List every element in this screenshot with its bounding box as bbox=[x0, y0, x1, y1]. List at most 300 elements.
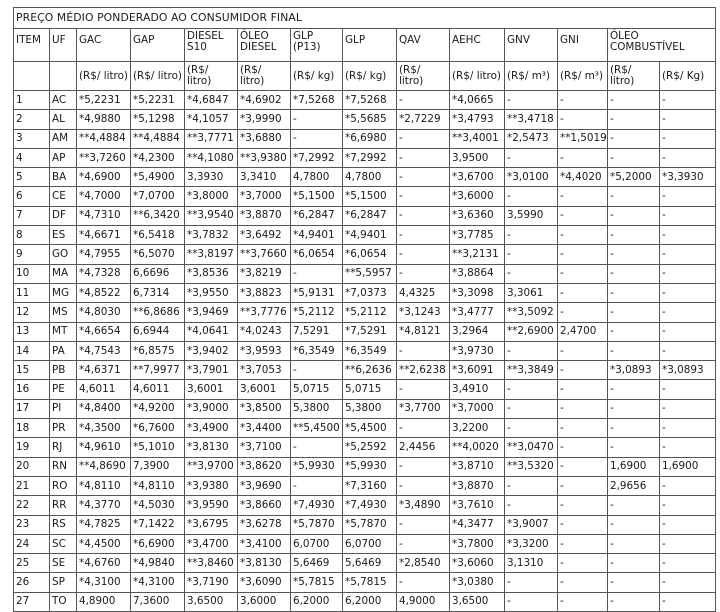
price-table bbox=[13, 7, 716, 612]
table-cell: - bbox=[660, 554, 716, 573]
table-cell: 4,4325 bbox=[397, 283, 450, 302]
table-cell: *3,8130 bbox=[185, 438, 238, 457]
header-qav: QAV bbox=[397, 29, 450, 62]
table-cell: *7,2992 bbox=[291, 148, 343, 167]
table-cell: - bbox=[558, 496, 608, 515]
table-cell: *6,0654 bbox=[343, 245, 397, 264]
table-cell: *3,6795 bbox=[185, 515, 238, 534]
table-cell: *5,9930 bbox=[291, 457, 343, 476]
table-cell: 23 bbox=[14, 515, 50, 534]
unit-cell: (R$/ kg) bbox=[343, 62, 397, 91]
table-cell: - bbox=[660, 592, 716, 611]
table-cell: - bbox=[608, 419, 660, 438]
header-item: ITEM bbox=[14, 29, 50, 62]
table-cell: *4,2300 bbox=[131, 148, 185, 167]
table-cell: 5,6469 bbox=[291, 554, 343, 573]
table-cell: *3,7785 bbox=[450, 226, 505, 245]
table-cell: - bbox=[558, 573, 608, 592]
table-cell: - bbox=[505, 592, 558, 611]
table-cell: *3,9990 bbox=[238, 110, 291, 129]
table-title: PREÇO MÉDIO PONDERADO AO CONSUMIDOR FINAL bbox=[14, 8, 716, 29]
table-cell: *3,7700 bbox=[397, 399, 450, 418]
table-cell: - bbox=[397, 226, 450, 245]
table-cell: - bbox=[291, 129, 343, 148]
table-cell: - bbox=[608, 264, 660, 283]
table-cell: *3,8660 bbox=[238, 496, 291, 515]
table-cell: *4,7955 bbox=[77, 245, 131, 264]
header-uf: UF bbox=[50, 29, 77, 62]
table-cell: - bbox=[558, 341, 608, 360]
table-cell: - bbox=[608, 399, 660, 418]
table-cell: *4,8030 bbox=[77, 303, 131, 322]
table-cell: 22 bbox=[14, 496, 50, 515]
table-cell: *3,3098 bbox=[450, 283, 505, 302]
header-gap: GAP bbox=[131, 29, 185, 62]
table-cell: - bbox=[558, 303, 608, 322]
table-cell: ES bbox=[50, 226, 77, 245]
table-cell: *2,5473 bbox=[505, 129, 558, 148]
table-cell: *3,6060 bbox=[450, 554, 505, 573]
table-cell: - bbox=[558, 187, 608, 206]
table-cell: *7,5268 bbox=[291, 91, 343, 110]
table-cell: - bbox=[558, 457, 608, 476]
table-cell: *4,9200 bbox=[131, 399, 185, 418]
table-cell: *4,6654 bbox=[77, 322, 131, 341]
table-cell: 26 bbox=[14, 573, 50, 592]
unit-cell: (R$/ litro) bbox=[238, 62, 291, 91]
table-cell: **5,5957 bbox=[343, 264, 397, 283]
table-cell: *5,7815 bbox=[343, 573, 397, 592]
table-cell: - bbox=[608, 515, 660, 534]
table-row bbox=[14, 476, 716, 495]
table-cell: 6 bbox=[14, 187, 50, 206]
table-cell: - bbox=[608, 341, 660, 360]
table-cell: **7,9977 bbox=[131, 361, 185, 380]
table-cell: *4,6902 bbox=[238, 91, 291, 110]
table-cell: *4,3500 bbox=[77, 419, 131, 438]
table-cell: *3,8870 bbox=[238, 206, 291, 225]
table-cell: **6,8686 bbox=[131, 303, 185, 322]
table-cell: RJ bbox=[50, 438, 77, 457]
table-cell: - bbox=[505, 91, 558, 110]
table-cell: - bbox=[660, 515, 716, 534]
table-cell: *4,1057 bbox=[185, 110, 238, 129]
unit-cell: (R$/ litro) bbox=[450, 62, 505, 91]
table-cell: *3,4777 bbox=[450, 303, 505, 322]
table-cell: *4,6671 bbox=[77, 226, 131, 245]
table-cell: BA bbox=[50, 168, 77, 187]
table-cell: *3,6700 bbox=[450, 168, 505, 187]
table-cell: - bbox=[660, 534, 716, 553]
table-cell: **3,2131 bbox=[450, 245, 505, 264]
units-row bbox=[14, 62, 716, 91]
table-cell: *3,7190 bbox=[185, 573, 238, 592]
table-cell: AP bbox=[50, 148, 77, 167]
table-row bbox=[14, 515, 716, 534]
table-cell: **3,9700 bbox=[185, 457, 238, 476]
table-cell: - bbox=[558, 245, 608, 264]
table-cell: *3,6492 bbox=[238, 226, 291, 245]
table-cell: *4,9610 bbox=[77, 438, 131, 457]
table-cell: *3,9730 bbox=[450, 341, 505, 360]
table-cell: - bbox=[608, 91, 660, 110]
header-aehc: AEHC bbox=[450, 29, 505, 62]
table-cell: RR bbox=[50, 496, 77, 515]
table-cell: *7,2992 bbox=[343, 148, 397, 167]
table-cell: *4,3770 bbox=[77, 496, 131, 515]
table-cell: *3,6278 bbox=[238, 515, 291, 534]
table-cell: *3,7053 bbox=[238, 361, 291, 380]
table-cell: *4,0665 bbox=[450, 91, 505, 110]
table-cell: **3,7771 bbox=[185, 129, 238, 148]
table-cell: *4,8522 bbox=[77, 283, 131, 302]
unit-cell: (R$/ m³) bbox=[505, 62, 558, 91]
table-cell: *5,2000 bbox=[608, 168, 660, 187]
table-cell: 3,3061 bbox=[505, 283, 558, 302]
table-row bbox=[14, 496, 716, 515]
table-cell: 5,0715 bbox=[343, 380, 397, 399]
table-cell: **3,8197 bbox=[185, 245, 238, 264]
table-cell: **3,4718 bbox=[505, 110, 558, 129]
table-cell: - bbox=[558, 264, 608, 283]
table-cell: 3,2964 bbox=[450, 322, 505, 341]
table-cell: *7,0373 bbox=[343, 283, 397, 302]
table-row bbox=[14, 91, 716, 110]
header-gni: GNI bbox=[558, 29, 608, 62]
table-cell: - bbox=[660, 380, 716, 399]
table-cell: - bbox=[660, 496, 716, 515]
table-cell: SP bbox=[50, 573, 77, 592]
table-cell: *3,9469 bbox=[185, 303, 238, 322]
table-cell: *4,5030 bbox=[131, 496, 185, 515]
table-cell: - bbox=[608, 303, 660, 322]
table-cell: *3,0380 bbox=[450, 573, 505, 592]
table-cell: *5,2231 bbox=[77, 91, 131, 110]
table-cell: MS bbox=[50, 303, 77, 322]
table-cell: - bbox=[608, 534, 660, 553]
table-cell: *4,4500 bbox=[77, 534, 131, 553]
table-cell: *6,2847 bbox=[291, 206, 343, 225]
table-cell: - bbox=[660, 110, 716, 129]
table-cell: *3,8130 bbox=[238, 554, 291, 573]
table-cell: 24 bbox=[14, 534, 50, 553]
table-cell: - bbox=[397, 91, 450, 110]
table-cell: - bbox=[291, 438, 343, 457]
table-cell: *3,8620 bbox=[238, 457, 291, 476]
table-cell: - bbox=[660, 322, 716, 341]
table-cell: - bbox=[608, 554, 660, 573]
table-cell: *5,7870 bbox=[291, 515, 343, 534]
table-cell: *4,0641 bbox=[185, 322, 238, 341]
table-cell: AM bbox=[50, 129, 77, 148]
table-cell: - bbox=[660, 399, 716, 418]
table-body bbox=[14, 91, 716, 612]
table-cell: *4,3100 bbox=[77, 573, 131, 592]
table-cell: *7,0700 bbox=[131, 187, 185, 206]
table-cell: *3,6090 bbox=[238, 573, 291, 592]
table-row bbox=[14, 110, 716, 129]
table-cell: - bbox=[660, 573, 716, 592]
table-row bbox=[14, 206, 716, 225]
table-row bbox=[14, 361, 716, 380]
table-cell: - bbox=[608, 573, 660, 592]
table-cell: - bbox=[608, 322, 660, 341]
table-cell: 6,6944 bbox=[131, 322, 185, 341]
table-cell: 6,7314 bbox=[131, 283, 185, 302]
table-cell: *4,7000 bbox=[77, 187, 131, 206]
table-cell: *5,1010 bbox=[131, 438, 185, 457]
header-gac: GAC bbox=[77, 29, 131, 62]
unit-cell: (R$/ m³) bbox=[558, 62, 608, 91]
table-row bbox=[14, 129, 716, 148]
table-cell: - bbox=[660, 476, 716, 495]
table-cell: **4,0020 bbox=[450, 438, 505, 457]
table-cell: *3,9402 bbox=[185, 341, 238, 360]
table-cell: *3,8536 bbox=[185, 264, 238, 283]
table-cell: - bbox=[397, 380, 450, 399]
table-cell: 7,5291 bbox=[291, 322, 343, 341]
table-cell: PE bbox=[50, 380, 77, 399]
table-cell: - bbox=[397, 534, 450, 553]
table-cell: 6,0700 bbox=[291, 534, 343, 553]
table-cell: - bbox=[660, 206, 716, 225]
table-cell: RN bbox=[50, 457, 77, 476]
table-cell: *3,0893 bbox=[608, 361, 660, 380]
table-cell: 7 bbox=[14, 206, 50, 225]
table-cell: *4,3477 bbox=[450, 515, 505, 534]
table-cell: **6,2636 bbox=[343, 361, 397, 380]
table-cell: *3,8500 bbox=[238, 399, 291, 418]
table-cell: **3,7660 bbox=[238, 245, 291, 264]
table-cell: 13 bbox=[14, 322, 50, 341]
table-cell: - bbox=[397, 129, 450, 148]
table-cell: PR bbox=[50, 419, 77, 438]
table-cell: 3,2200 bbox=[450, 419, 505, 438]
table-cell: *3,7000 bbox=[450, 399, 505, 418]
table-cell: **3,7260 bbox=[77, 148, 131, 167]
table-cell: 3,6500 bbox=[450, 592, 505, 611]
table-cell: 8 bbox=[14, 226, 50, 245]
table-row bbox=[14, 322, 716, 341]
table-cell: - bbox=[291, 476, 343, 495]
table-cell: - bbox=[397, 573, 450, 592]
table-cell: *3,7800 bbox=[450, 534, 505, 553]
table-cell: CE bbox=[50, 187, 77, 206]
table-row bbox=[14, 264, 716, 283]
table-cell: *3,9690 bbox=[238, 476, 291, 495]
table-cell: 2 bbox=[14, 110, 50, 129]
table-cell: *3,8710 bbox=[450, 457, 505, 476]
table-cell: 17 bbox=[14, 399, 50, 418]
table-cell: 6,6696 bbox=[131, 264, 185, 283]
table-cell: **3,8460 bbox=[185, 554, 238, 573]
table-cell: *4,7310 bbox=[77, 206, 131, 225]
table-cell: 20 bbox=[14, 457, 50, 476]
table-cell: *4,6847 bbox=[185, 91, 238, 110]
table-row bbox=[14, 380, 716, 399]
table-cell: *7,1422 bbox=[131, 515, 185, 534]
table-cell: - bbox=[505, 245, 558, 264]
table-cell: *3,6360 bbox=[450, 206, 505, 225]
table-cell: *7,4930 bbox=[291, 496, 343, 515]
table-cell: 9 bbox=[14, 245, 50, 264]
table-cell: - bbox=[558, 206, 608, 225]
table-cell: - bbox=[397, 341, 450, 360]
table-cell: **4,4884 bbox=[131, 129, 185, 148]
table-cell: - bbox=[558, 283, 608, 302]
table-cell: *5,2592 bbox=[343, 438, 397, 457]
table-cell: *3,3930 bbox=[660, 168, 716, 187]
unit-cell: (R$/ litro) bbox=[77, 62, 131, 91]
table-cell: 5,0715 bbox=[291, 380, 343, 399]
table-cell: 4,7800 bbox=[291, 168, 343, 187]
table-cell: 3 bbox=[14, 129, 50, 148]
table-row bbox=[14, 573, 716, 592]
table-cell: *3,4400 bbox=[238, 419, 291, 438]
table-row bbox=[14, 168, 716, 187]
table-cell: *3,7100 bbox=[238, 438, 291, 457]
table-cell: *3,7832 bbox=[185, 226, 238, 245]
table-cell: - bbox=[660, 419, 716, 438]
unit-cell bbox=[14, 62, 50, 91]
table-row bbox=[14, 592, 716, 611]
table-cell: *3,8000 bbox=[185, 187, 238, 206]
table-cell: - bbox=[660, 187, 716, 206]
table-cell: 21 bbox=[14, 476, 50, 495]
table-row bbox=[14, 148, 716, 167]
table-cell: **3,7776 bbox=[238, 303, 291, 322]
table-row bbox=[14, 554, 716, 573]
table-cell: - bbox=[505, 380, 558, 399]
table-cell: **6,3420 bbox=[131, 206, 185, 225]
table-cell: 3,1310 bbox=[505, 554, 558, 573]
table-cell: *3,3200 bbox=[505, 534, 558, 553]
table-cell: **4,1080 bbox=[185, 148, 238, 167]
table-cell: 2,4700 bbox=[558, 322, 608, 341]
table-cell: - bbox=[558, 148, 608, 167]
unit-cell bbox=[50, 62, 77, 91]
table-cell: 14 bbox=[14, 341, 50, 360]
table-cell: 4,9000 bbox=[397, 592, 450, 611]
table-cell: 3,6001 bbox=[185, 380, 238, 399]
table-cell: - bbox=[558, 438, 608, 457]
table-cell: *4,7825 bbox=[77, 515, 131, 534]
table-cell: - bbox=[505, 341, 558, 360]
table-cell: - bbox=[397, 476, 450, 495]
table-row bbox=[14, 341, 716, 360]
table-cell: *3,9007 bbox=[505, 515, 558, 534]
table-cell: *4,8110 bbox=[77, 476, 131, 495]
table-cell: - bbox=[660, 91, 716, 110]
table-cell: - bbox=[608, 148, 660, 167]
table-cell: - bbox=[558, 419, 608, 438]
table-cell: - bbox=[660, 245, 716, 264]
table-cell: 7,3600 bbox=[131, 592, 185, 611]
table-cell: 3,6000 bbox=[238, 592, 291, 611]
table-cell: - bbox=[608, 226, 660, 245]
table-cell: *5,5685 bbox=[343, 110, 397, 129]
table-cell: *3,9000 bbox=[185, 399, 238, 418]
table-cell: 5,6469 bbox=[343, 554, 397, 573]
table-cell: - bbox=[608, 110, 660, 129]
table-cell: AC bbox=[50, 91, 77, 110]
table-cell: 4,7800 bbox=[343, 168, 397, 187]
table-cell: 6,2000 bbox=[291, 592, 343, 611]
table-cell: *4,9401 bbox=[291, 226, 343, 245]
table-cell: TO bbox=[50, 592, 77, 611]
table-cell: *6,3549 bbox=[343, 341, 397, 360]
table-cell: *3,4900 bbox=[185, 419, 238, 438]
table-cell: 3,3930 bbox=[185, 168, 238, 187]
table-cell: **1,5019 bbox=[558, 129, 608, 148]
table-cell: *3,9593 bbox=[238, 341, 291, 360]
table-cell: - bbox=[558, 476, 608, 495]
table-cell: - bbox=[397, 264, 450, 283]
unit-cell: (R$/ litro) bbox=[608, 62, 660, 91]
table-cell: 1,6900 bbox=[608, 457, 660, 476]
table-cell: - bbox=[397, 515, 450, 534]
unit-cell: (R$/ kg) bbox=[291, 62, 343, 91]
table-cell: *3,7000 bbox=[238, 187, 291, 206]
table-cell: - bbox=[558, 534, 608, 553]
header-gnv: GNV bbox=[505, 29, 558, 62]
table-cell: *6,8575 bbox=[131, 341, 185, 360]
table-cell: 3,3410 bbox=[238, 168, 291, 187]
table-cell: *3,9590 bbox=[185, 496, 238, 515]
table-cell: MG bbox=[50, 283, 77, 302]
table-cell: - bbox=[660, 283, 716, 302]
table-cell: 19 bbox=[14, 438, 50, 457]
unit-cell: (R$/ litro) bbox=[185, 62, 238, 91]
table-cell: - bbox=[660, 341, 716, 360]
table-cell: 3,6500 bbox=[185, 592, 238, 611]
table-cell: - bbox=[660, 148, 716, 167]
table-row bbox=[14, 245, 716, 264]
table-cell: *6,2847 bbox=[343, 206, 397, 225]
table-cell: *5,4900 bbox=[131, 168, 185, 187]
table-cell: - bbox=[558, 380, 608, 399]
table-cell: *4,9401 bbox=[343, 226, 397, 245]
table-cell: *3,0893 bbox=[660, 361, 716, 380]
table-cell: - bbox=[660, 226, 716, 245]
table-cell: *3,1243 bbox=[397, 303, 450, 322]
table-cell: - bbox=[291, 361, 343, 380]
table-cell: *3,4890 bbox=[397, 496, 450, 515]
table-cell: *4,6371 bbox=[77, 361, 131, 380]
table-cell: *6,7600 bbox=[131, 419, 185, 438]
table-cell: GO bbox=[50, 245, 77, 264]
table-cell: *4,3100 bbox=[131, 573, 185, 592]
table-cell: *5,2112 bbox=[343, 303, 397, 322]
table-cell: - bbox=[660, 303, 716, 322]
table-row bbox=[14, 226, 716, 245]
table-row bbox=[14, 457, 716, 476]
table-cell: 10 bbox=[14, 264, 50, 283]
table-cell: 4 bbox=[14, 148, 50, 167]
table-cell: *3,8219 bbox=[238, 264, 291, 283]
table-cell: *7,5291 bbox=[343, 322, 397, 341]
table-cell: 4,6011 bbox=[77, 380, 131, 399]
table-cell: 3,4910 bbox=[450, 380, 505, 399]
table-cell: *7,5268 bbox=[343, 91, 397, 110]
table-cell: *6,6980 bbox=[343, 129, 397, 148]
table-row bbox=[14, 534, 716, 553]
table-cell: 3,6001 bbox=[238, 380, 291, 399]
table-cell: 5 bbox=[14, 168, 50, 187]
table-cell: *4,6900 bbox=[77, 168, 131, 187]
table-cell: 6,2000 bbox=[343, 592, 397, 611]
table-cell: - bbox=[505, 148, 558, 167]
